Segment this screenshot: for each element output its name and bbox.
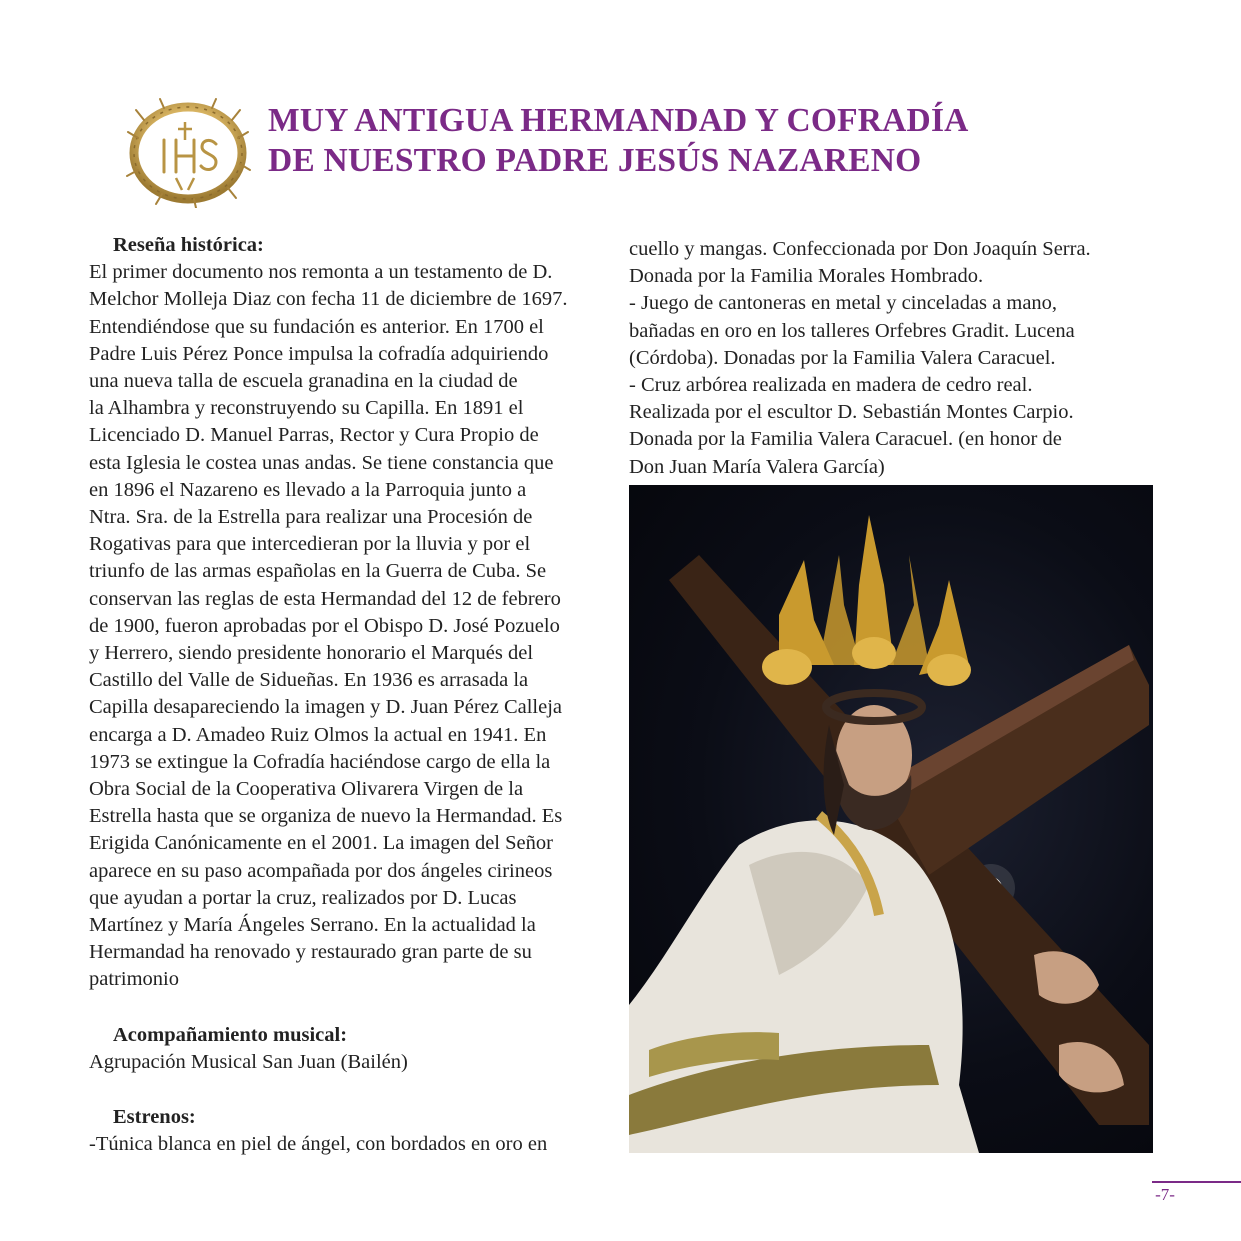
history-text xyxy=(89,259,612,993)
history-line: El primer documento nos remonta a un testamento de D. xyxy=(89,261,553,284)
history-line: Estrella hasta que se organiza de nuevo la Hermandad. Es xyxy=(89,805,563,828)
history-line: Padre Luis Pérez Ponce impulsa la cofradía adquiriendo xyxy=(89,342,549,365)
premieres-line: Donada por la Familia Morales Hombrado. xyxy=(629,265,984,288)
premieres-line: bañadas en oro en los talleres Orfebres Gradit. Lucena xyxy=(629,319,1075,342)
history-line: de 1900, fueron aprobadas por el Obispo D. José Pozuelo xyxy=(89,614,560,637)
premieres-line: (Córdoba). Donadas por la Familia Valera Caracuel. xyxy=(629,346,1056,369)
premieres-line: Realizada por el escultor D. Sebastián Montes Carpio. xyxy=(629,401,1074,424)
history-line: Melchor Molleja Diaz con fecha 11 de diciembre de 1697. xyxy=(89,288,568,311)
history-line: aparece en su paso acompañada por dos ángeles cirineos xyxy=(89,859,553,882)
page-number: -7- xyxy=(1155,1185,1175,1204)
premieres-line: Donada por la Familia Valera Caracuel. (en honor de xyxy=(629,428,1062,451)
history-line: Martínez y María Ángeles Serrano. En la actualidad la xyxy=(89,914,536,937)
music-text: Agrupación Musical San Juan (Bailén) xyxy=(89,1050,408,1073)
history-line: patrimonio xyxy=(89,968,179,991)
history-line: Licenciado D. Manuel Parras, Rector y Cura Propio de xyxy=(89,424,539,447)
title-line-1: MUY ANTIGUA HERMANDAD Y COFRADÍA xyxy=(268,102,969,139)
history-line: Obra Social de la Cooperativa Olivarera Virgen de la xyxy=(89,778,524,801)
history-line: 1973 se extingue la Cofradía haciéndose cargo de ella la xyxy=(89,750,551,773)
history-line: Rogativas para que intercedieran por la lluvia y por el xyxy=(89,533,531,556)
history-line: Hermandad ha renovado y restaurado gran parte de su xyxy=(89,941,532,964)
premieres-heading: Estrenos: xyxy=(113,1106,196,1129)
footer-rule xyxy=(1152,1181,1241,1183)
history-line: encarga a D. Amadeo Ruiz Olmos la actual en 1941. En xyxy=(89,723,547,746)
history-line: triunfo de las armas españolas en la Guerra de Cuba. Se xyxy=(89,560,547,583)
history-line: que ayudan a portar la cruz, realizados por D. Lucas xyxy=(89,886,517,909)
history-line: en 1896 el Nazareno es llevado a la Parroquia junto a xyxy=(89,478,527,501)
history-line: la Alhambra y reconstruyendo su Capilla. En 1891 el xyxy=(89,397,524,420)
brotherhood-emblem xyxy=(124,98,252,208)
history-line: Ntra. Sra. de la Estrella para realizar una Procesión de xyxy=(89,506,533,529)
history-heading: Reseña histórica: xyxy=(113,234,264,256)
premieres-line: -Túnica blanca en piel de ángel, con bordados en oro en xyxy=(89,1133,548,1156)
history-line: esta Iglesia le costea unas andas. Se tiene constancia que xyxy=(89,451,554,474)
history-line: Erigida Canónicamente en el 2001. La imagen del Señor xyxy=(89,832,553,855)
premieres-line: cuello y mangas. Confeccionada por Don Joaquín Serra. xyxy=(629,238,1091,260)
right-column xyxy=(629,236,1153,481)
premieres-line: - Juego de cantoneras en metal y cinceladas a mano, xyxy=(629,292,1058,315)
page-title xyxy=(268,101,1218,181)
premieres-line: Don Juan María Valera García) xyxy=(629,455,885,478)
history-line: Castillo del Valle de Sidueñas. En 1936 es arrasada la xyxy=(89,669,529,692)
title-line-2: DE NUESTRO PADRE JESÚS NAZARENO xyxy=(268,142,922,179)
history-line: una nueva talla de escuela granadina en la ciudad de xyxy=(89,370,518,393)
left-column xyxy=(89,232,612,1159)
history-line: Entendiéndose que su fundación es anterior. En 1700 el xyxy=(89,315,544,338)
history-line: conservan las reglas de esta Hermandad del 12 de febrero xyxy=(89,587,561,610)
nazareno-photo xyxy=(629,485,1153,1153)
history-line: y Herrero, siendo presidente honorario el Marqués del xyxy=(89,642,534,665)
music-heading: Acompañamiento musical: xyxy=(113,1023,348,1046)
history-line: Capilla desapareciendo la imagen y D. Juan Pérez Calleja xyxy=(89,696,563,719)
premieres-line: - Cruz arbórea realizada en madera de cedro real. xyxy=(629,374,1033,397)
